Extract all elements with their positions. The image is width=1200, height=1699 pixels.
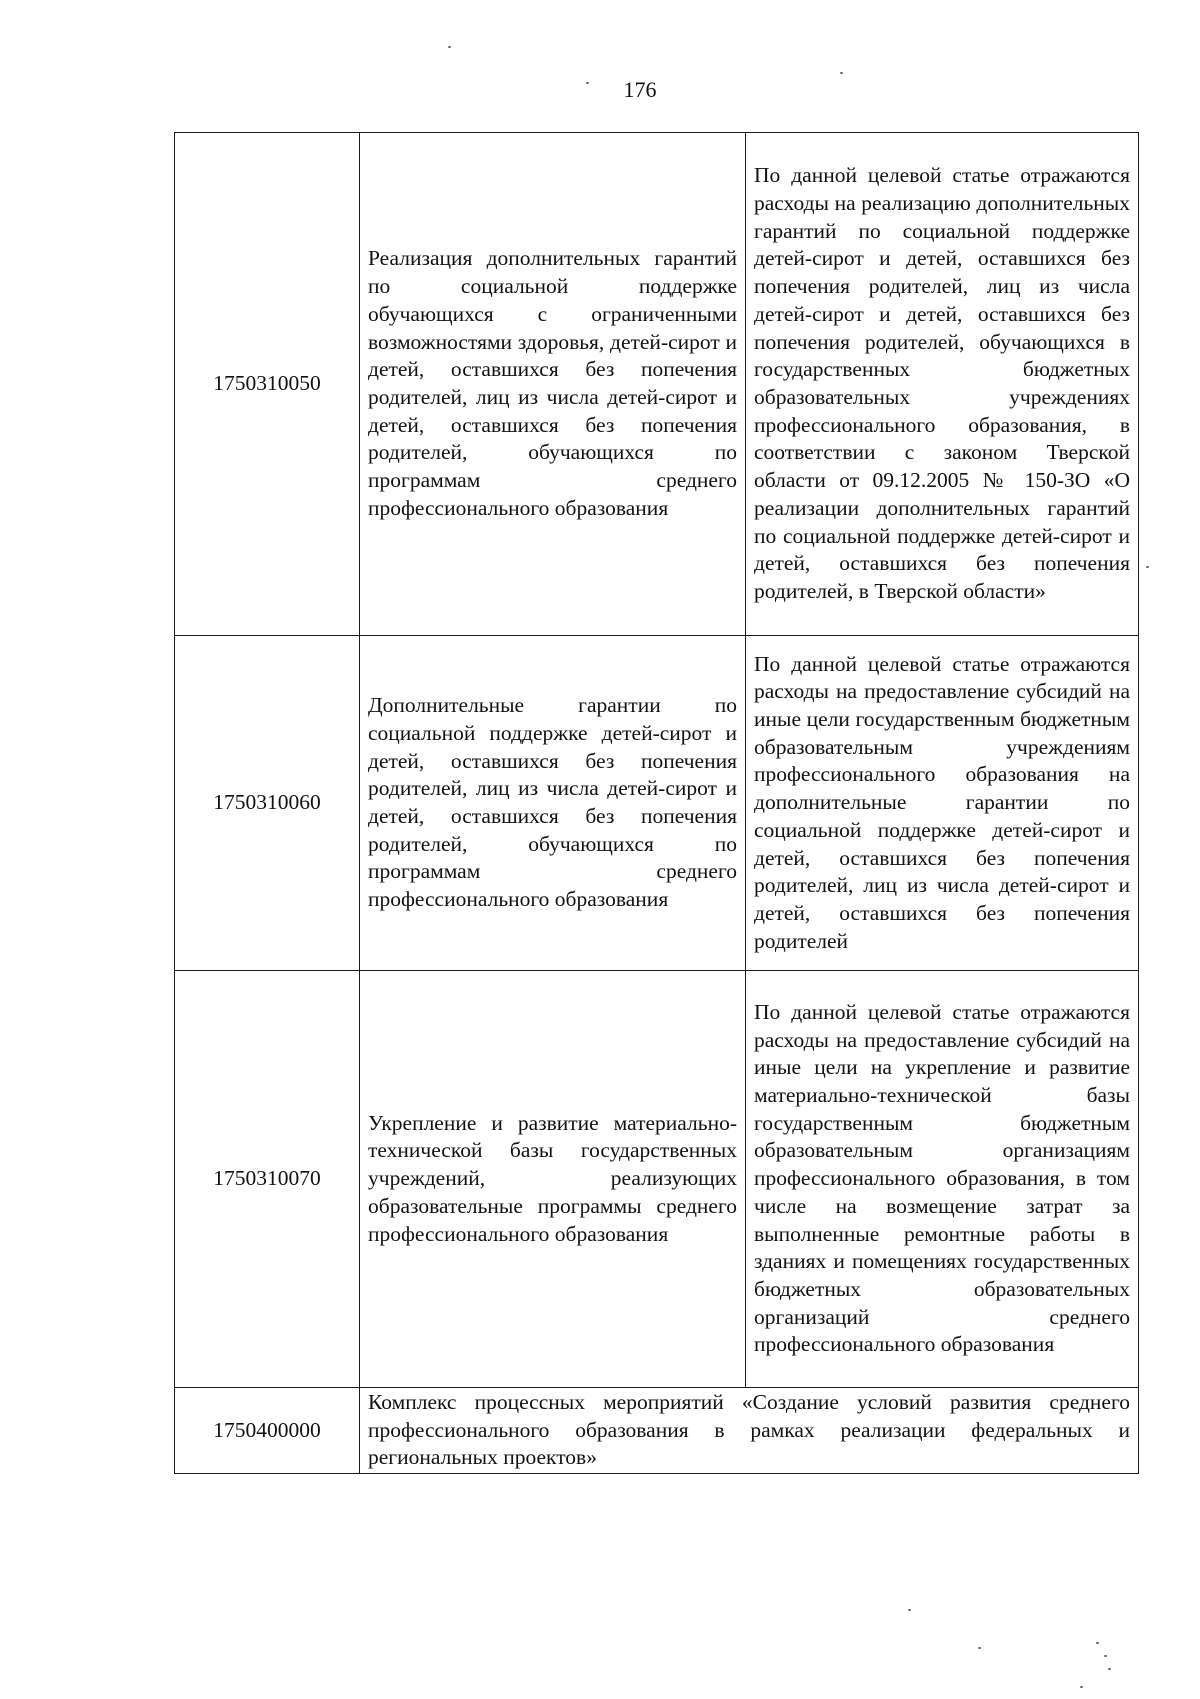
scan-speck xyxy=(586,82,589,84)
target-article-code: 1750310050 xyxy=(175,133,360,636)
scan-speck xyxy=(1104,1655,1107,1657)
scan-speck xyxy=(908,1609,911,1611)
target-article-merged-description: Комплекс процессных мероприятий «Создание условий развития среднего профессионального образования в рамках реализации федеральных и региональных проектов» xyxy=(360,1388,1139,1474)
scan-speck xyxy=(978,1647,981,1649)
target-article-code: 1750310060 xyxy=(175,636,360,971)
target-article-code: 1750310070 xyxy=(175,971,360,1388)
scan-speck xyxy=(1146,566,1149,568)
table-row xyxy=(175,971,1139,1388)
table-row xyxy=(175,1388,1139,1474)
scan-speck xyxy=(1080,1686,1083,1688)
table-row xyxy=(175,133,1139,636)
table-row xyxy=(175,636,1139,971)
scan-speck xyxy=(1096,1642,1099,1644)
target-article-description: По данной целевой статье отражаются расходы на реализацию дополнительных гарантий по социальной поддержке детей-сирот и детей, оставшихся без попечения родителей, лиц из числа детей-сирот и детей, оставшихся без попечения родителей, обучающихся в государственных бюджетных образовательных учреждениях профессионального образования, в соответствии с законом Тверской области от 09.12.2005 № 150-ЗО «О реализации дополнительных гарантий по социальной поддержке детей-сирот и детей, оставшихся без попечения родителей, в Тверской области» xyxy=(746,133,1139,636)
scan-speck xyxy=(448,46,451,48)
target-article-description: По данной целевой статье отражаются расходы на предоставление субсидий на иные цели на укрепление и развитие материально-технической базы государственным бюджетным образовательным организациям профессионального образования, в том числе на возмещение затрат за выполненные ремонтные работы в зданиях и помещениях государственных бюджетных образовательных организаций среднего профессионального образования xyxy=(746,971,1139,1388)
target-article-name: Дополнительные гарантии по социальной поддержке детей-сирот и детей, оставшихся без попечения родителей, лиц из числа детей-сирот и детей, оставшихся без попечения родителей, обучающихся по программам среднего профессионального образования xyxy=(360,636,746,971)
target-article-name: Укрепление и развитие материально-технической базы государственных учреждений, реализующих образовательные программы среднего профессионального образования xyxy=(360,971,746,1388)
target-article-name: Реализация дополнительных гарантий по социальной поддержке обучающихся с ограниченными возможностями здоровья, детей-сирот и детей, оставшихся без попечения родителей, лиц из числа детей-сирот и детей, оставшихся без попечения родителей, обучающихся по программам среднего профессионального образования xyxy=(360,133,746,636)
target-article-description: По данной целевой статье отражаются расходы на предоставление субсидий на иные цели государственным бюджетным образовательным учреждениям профессионального образования на дополнительные гарантии по социальной поддержке детей-сирот и детей, оставшихся без попечения родителей, лиц из числа детей-сирот и детей, оставшихся без попечения родителей xyxy=(746,636,1139,971)
page-number: 176 xyxy=(623,77,657,102)
scan-speck xyxy=(1108,1668,1111,1670)
budget-classification-table xyxy=(174,132,1139,1474)
scan-speck xyxy=(840,72,843,74)
target-article-code: 1750400000 xyxy=(175,1388,360,1474)
